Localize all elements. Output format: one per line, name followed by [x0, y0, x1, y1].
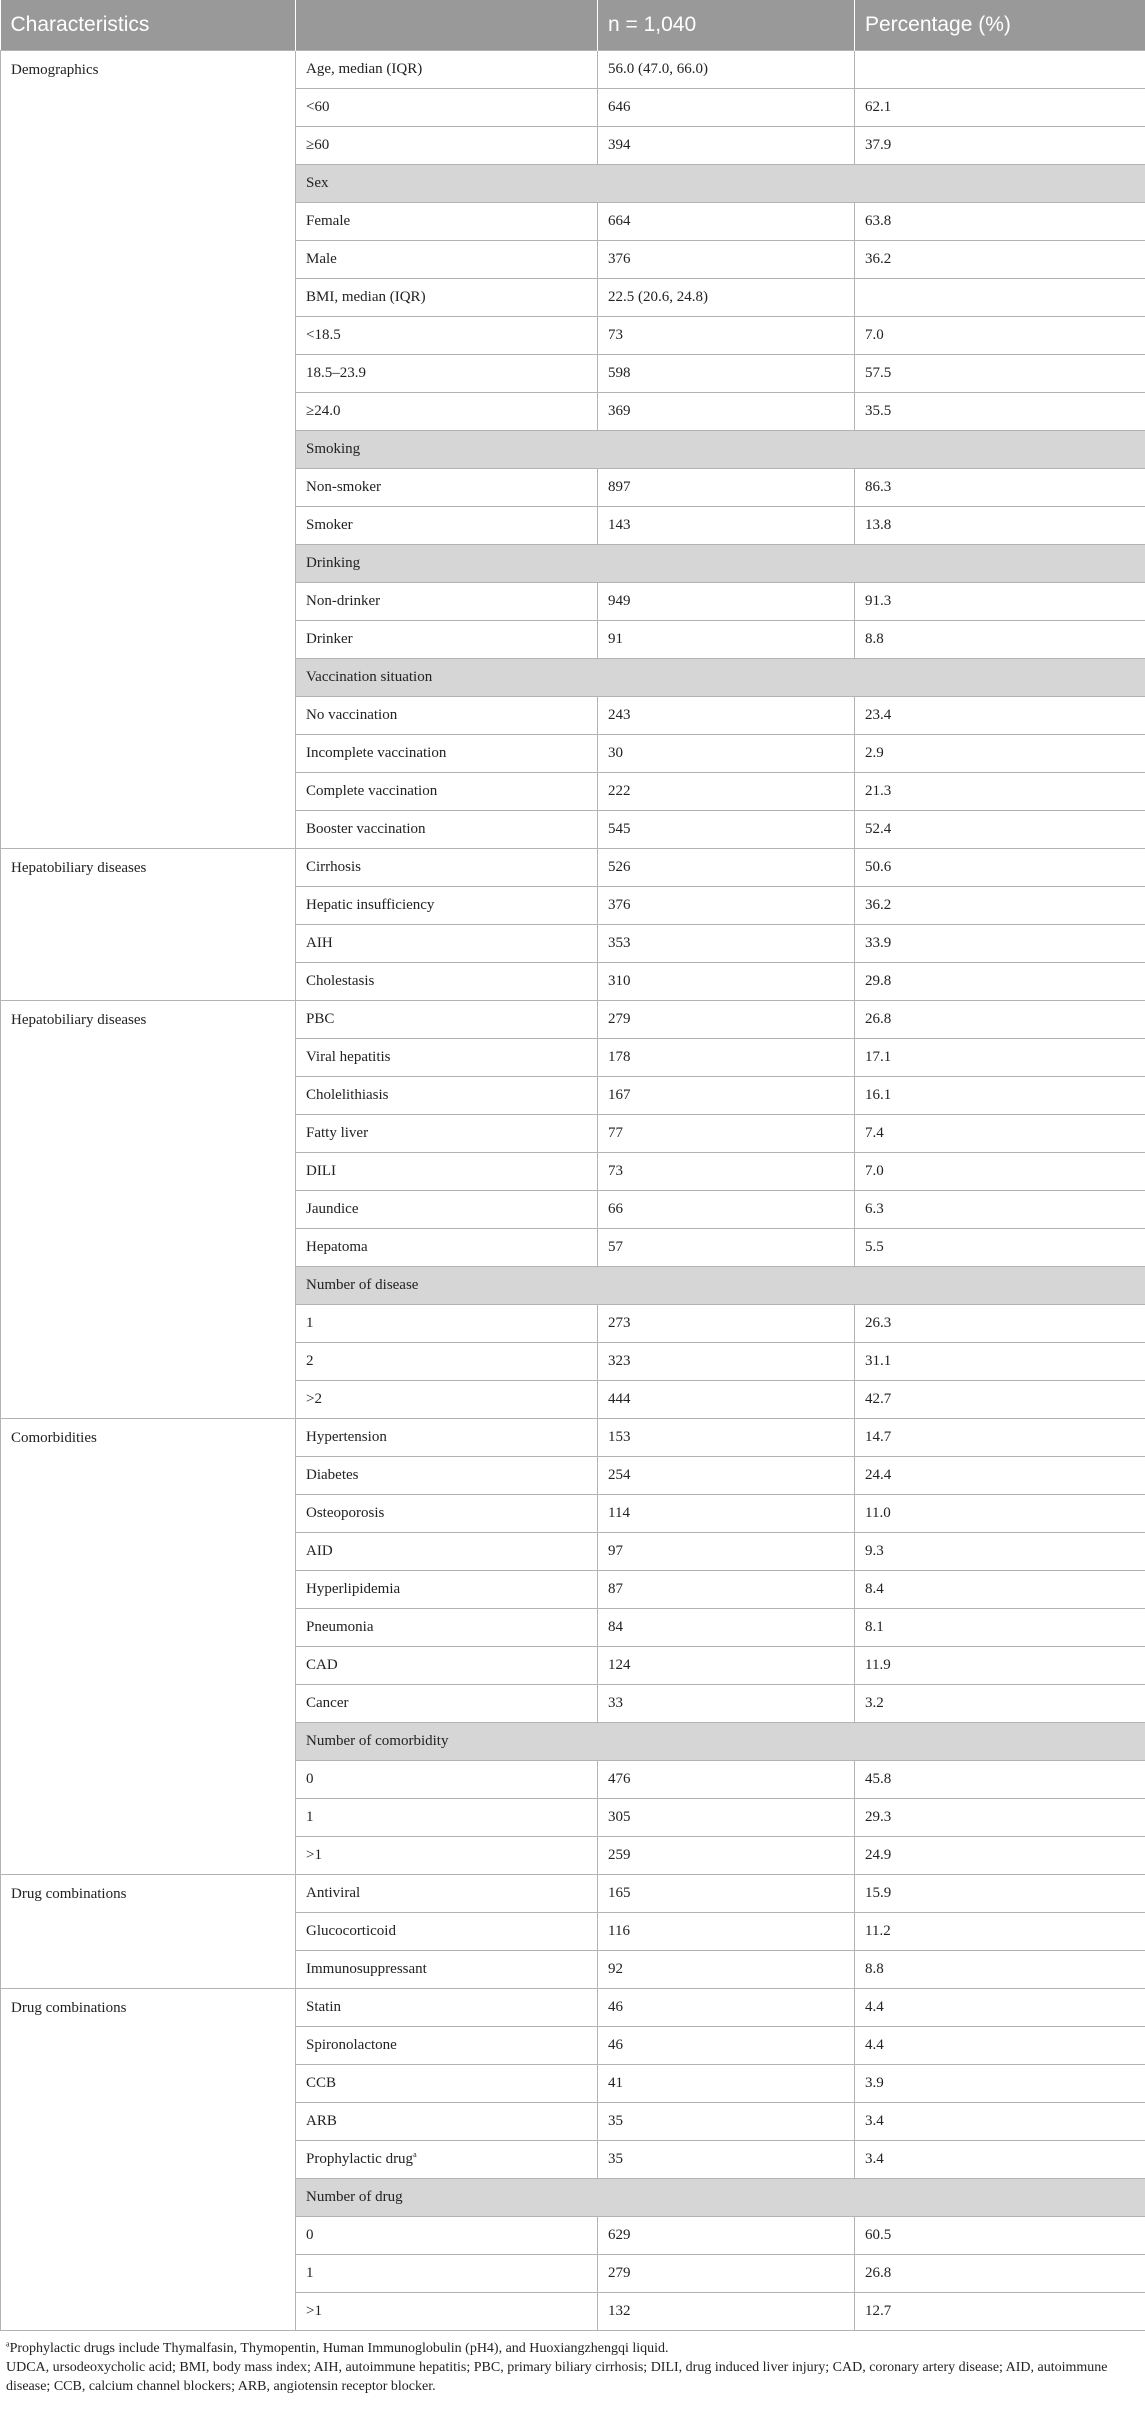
row-percentage: 2.9 [855, 734, 1145, 772]
table-row [1, 1988, 1145, 2026]
row-label: Hepatoma [306, 1238, 368, 1255]
group-label: Drug combinations [1, 1988, 296, 2330]
row-percentage: 45.8 [855, 1760, 1145, 1798]
row-label: Incomplete vaccination [306, 744, 447, 761]
row-label: Hypertension [306, 1428, 387, 1445]
row-count: 310 [598, 962, 855, 1000]
row-label-cell [296, 1532, 598, 1570]
row-label-cell [296, 1380, 598, 1418]
row-label-cell [296, 924, 598, 962]
row-percentage: 14.7 [855, 1418, 1145, 1456]
row-label: Complete vaccination [306, 782, 438, 799]
row-label-cell [296, 810, 598, 848]
subheader-label: Number of comorbidity [296, 1722, 1145, 1760]
row-label: Booster vaccination [306, 820, 426, 837]
row-label-cell [296, 1494, 598, 1532]
row-label: Drinker [306, 630, 353, 647]
row-label-cell [296, 1000, 598, 1038]
row-label: Hepatic insufficiency [306, 896, 435, 913]
row-label-cell [296, 1912, 598, 1950]
row-count: 629 [598, 2216, 855, 2254]
subheader-label: Drinking [296, 544, 1145, 582]
row-percentage: 12.7 [855, 2292, 1145, 2330]
row-count: 259 [598, 1836, 855, 1874]
row-label-cell [296, 1152, 598, 1190]
row-label: Fatty liver [306, 1124, 369, 1141]
row-label-cell [296, 1684, 598, 1722]
table-row [1, 1874, 1145, 1912]
row-label: Glucocorticoid [306, 1922, 396, 1939]
row-percentage: 29.8 [855, 962, 1145, 1000]
row-percentage [855, 278, 1145, 316]
row-count: 646 [598, 88, 855, 126]
row-label: ARB [306, 2112, 337, 2129]
row-percentage: 3.9 [855, 2064, 1145, 2102]
row-label: Male [306, 250, 337, 267]
row-label-cell [296, 2140, 598, 2178]
row-label: Cirrhosis [306, 858, 362, 875]
row-percentage: 26.8 [855, 2254, 1145, 2292]
row-percentage: 11.9 [855, 1646, 1145, 1684]
row-percentage: 35.5 [855, 392, 1145, 430]
row-label-cell [296, 278, 598, 316]
row-label-cell [296, 1836, 598, 1874]
row-label: No vaccination [306, 706, 398, 723]
row-label: <18.5 [306, 326, 341, 343]
row-label-cell [296, 772, 598, 810]
row-label-cell [296, 1342, 598, 1380]
header-count: n = 1,040 [598, 0, 855, 50]
row-count: 22.5 (20.6, 24.8) [598, 278, 855, 316]
row-label-cell [296, 1190, 598, 1228]
row-label: CCB [306, 2074, 337, 2091]
row-count: 273 [598, 1304, 855, 1342]
row-label: Antiviral [306, 1884, 361, 1901]
footnote-marker: a [413, 2150, 417, 2159]
row-label: Age, median (IQR) [306, 60, 423, 77]
group-label: Drug combinations [1, 1874, 296, 1988]
row-label-cell [296, 1418, 598, 1456]
row-percentage: 36.2 [855, 886, 1145, 924]
row-percentage: 4.4 [855, 2026, 1145, 2064]
row-count: 598 [598, 354, 855, 392]
row-count: 132 [598, 2292, 855, 2330]
row-label: Pneumonia [306, 1618, 374, 1635]
row-label: >1 [306, 2302, 322, 2319]
subheader-label: Number of disease [296, 1266, 1145, 1304]
group-label: Demographics [1, 50, 296, 848]
row-label: 2 [306, 1352, 314, 1369]
row-label: 1 [306, 1314, 314, 1331]
subheader-label: Vaccination situation [296, 658, 1145, 696]
row-count: 77 [598, 1114, 855, 1152]
row-label-cell [296, 1570, 598, 1608]
row-count: 369 [598, 392, 855, 430]
row-label: Non-smoker [306, 478, 381, 495]
row-count: 46 [598, 1988, 855, 2026]
footnote-a [6, 2339, 1139, 2358]
row-count: 143 [598, 506, 855, 544]
row-count: 949 [598, 582, 855, 620]
row-label: ≥60 [306, 136, 330, 153]
row-label-cell [296, 1304, 598, 1342]
row-label: 0 [306, 2226, 314, 2243]
row-count: 376 [598, 886, 855, 924]
row-percentage: 91.3 [855, 582, 1145, 620]
row-count: 222 [598, 772, 855, 810]
row-label: CAD [306, 1656, 338, 1673]
row-percentage: 57.5 [855, 354, 1145, 392]
table-footnotes [0, 2331, 1145, 2396]
row-percentage: 24.9 [855, 1836, 1145, 1874]
row-label-cell [296, 1228, 598, 1266]
row-label: Cholestasis [306, 972, 375, 989]
row-count: 124 [598, 1646, 855, 1684]
table-row [1, 1418, 1145, 1456]
row-label-cell [296, 354, 598, 392]
row-percentage: 4.4 [855, 1988, 1145, 2026]
row-percentage: 8.1 [855, 1608, 1145, 1646]
row-percentage: 50.6 [855, 848, 1145, 886]
row-percentage: 33.9 [855, 924, 1145, 962]
row-percentage: 5.5 [855, 1228, 1145, 1266]
row-label: Spironolactone [306, 2036, 397, 2053]
header-characteristics: Characteristics [1, 0, 296, 50]
group-label: Hepatobiliary diseases [1, 1000, 296, 1418]
row-percentage: 8.8 [855, 1950, 1145, 1988]
row-count: 353 [598, 924, 855, 962]
row-count: 87 [598, 1570, 855, 1608]
row-percentage: 11.0 [855, 1494, 1145, 1532]
row-count: 73 [598, 316, 855, 354]
row-count: 526 [598, 848, 855, 886]
row-label: 0 [306, 1770, 314, 1787]
row-label: Cholelithiasis [306, 1086, 389, 1103]
row-label-cell [296, 1038, 598, 1076]
row-count: 73 [598, 1152, 855, 1190]
row-count: 91 [598, 620, 855, 658]
row-count: 545 [598, 810, 855, 848]
row-count: 305 [598, 1798, 855, 1836]
row-label-cell [296, 620, 598, 658]
row-label: <60 [306, 98, 330, 115]
row-count: 30 [598, 734, 855, 772]
row-count: 41 [598, 2064, 855, 2102]
row-percentage: 23.4 [855, 696, 1145, 734]
row-percentage: 15.9 [855, 1874, 1145, 1912]
row-percentage: 86.3 [855, 468, 1145, 506]
row-label-cell [296, 734, 598, 772]
row-label-cell [296, 962, 598, 1000]
row-label-cell [296, 2064, 598, 2102]
row-label: BMI, median (IQR) [306, 288, 426, 305]
row-label-cell [296, 1114, 598, 1152]
row-percentage: 62.1 [855, 88, 1145, 126]
row-label-cell [296, 88, 598, 126]
table-row [1, 1000, 1145, 1038]
row-label-cell [296, 468, 598, 506]
row-count: 92 [598, 1950, 855, 1988]
row-label-cell [296, 1988, 598, 2026]
subheader-label: Sex [296, 164, 1145, 202]
row-label-cell [296, 506, 598, 544]
row-label: Cancer [306, 1694, 349, 1711]
row-label: Non-drinker [306, 592, 381, 609]
row-count: 167 [598, 1076, 855, 1114]
row-label-cell [296, 2026, 598, 2064]
row-label-cell [296, 2216, 598, 2254]
footnote-a-marker: a [6, 2338, 10, 2348]
footnote-abbreviations: UDCA, ursodeoxycholic acid; BMI, body mass index; AIH, autoimmune hepatitis; PBC, primary biliary cirrhosis; DILI, drug induced liver injury; CAD, coronary artery disease; AID, autoimmune disease; CCB, calcium channel blockers; ARB, angiotensin receptor blocker. [6, 2359, 1108, 2394]
row-count: 323 [598, 1342, 855, 1380]
row-percentage: 8.8 [855, 620, 1145, 658]
row-percentage: 3.4 [855, 2102, 1145, 2140]
row-label: AID [306, 1542, 333, 1559]
row-label-cell [296, 126, 598, 164]
row-count: 46 [598, 2026, 855, 2064]
header-percentage: Percentage (%) [855, 0, 1145, 50]
row-label: >2 [306, 1390, 322, 1407]
row-count: 114 [598, 1494, 855, 1532]
row-count: 66 [598, 1190, 855, 1228]
header-subcategory [296, 0, 598, 50]
row-count: 376 [598, 240, 855, 278]
row-percentage: 26.8 [855, 1000, 1145, 1038]
row-label-cell [296, 1646, 598, 1684]
row-label-cell [296, 2102, 598, 2140]
row-count: 84 [598, 1608, 855, 1646]
row-label-cell [296, 202, 598, 240]
row-count: 116 [598, 1912, 855, 1950]
row-label: Prophylactic drug [306, 2151, 414, 2167]
row-count: 664 [598, 202, 855, 240]
row-label-cell [296, 50, 598, 88]
row-label: Immunosuppressant [306, 1960, 427, 1977]
row-label-cell [296, 240, 598, 278]
row-count: 35 [598, 2140, 855, 2178]
row-label: Diabetes [306, 1466, 359, 1483]
row-percentage: 26.3 [855, 1304, 1145, 1342]
row-label-cell [296, 886, 598, 924]
table-header-row [1, 0, 1145, 50]
row-label: Viral hepatitis [306, 1048, 391, 1065]
row-label-cell [296, 1874, 598, 1912]
row-count: 56.0 (47.0, 66.0) [598, 50, 855, 88]
row-label-cell [296, 1608, 598, 1646]
subheader-label: Number of drug [296, 2178, 1145, 2216]
row-count: 394 [598, 126, 855, 164]
group-label: Comorbidities [1, 1418, 296, 1874]
row-count: 254 [598, 1456, 855, 1494]
row-percentage: 11.2 [855, 1912, 1145, 1950]
row-label: DILI [306, 1162, 336, 1179]
row-count: 279 [598, 1000, 855, 1038]
row-percentage: 63.8 [855, 202, 1145, 240]
row-count: 279 [598, 2254, 855, 2292]
row-percentage: 60.5 [855, 2216, 1145, 2254]
row-count: 444 [598, 1380, 855, 1418]
row-percentage: 7.0 [855, 316, 1145, 354]
row-count: 35 [598, 2102, 855, 2140]
row-percentage: 52.4 [855, 810, 1145, 848]
row-label-cell [296, 1456, 598, 1494]
row-label-cell [296, 848, 598, 886]
row-count: 153 [598, 1418, 855, 1456]
row-label: PBC [306, 1010, 335, 1027]
row-percentage: 16.1 [855, 1076, 1145, 1114]
row-count: 243 [598, 696, 855, 734]
row-label: 1 [306, 2264, 314, 2281]
row-percentage: 3.2 [855, 1684, 1145, 1722]
row-percentage: 3.4 [855, 2140, 1145, 2178]
row-label: >1 [306, 1846, 322, 1863]
row-label: Smoker [306, 516, 353, 533]
row-label: Osteoporosis [306, 1504, 385, 1521]
row-label: 18.5–23.9 [306, 364, 366, 381]
row-count: 476 [598, 1760, 855, 1798]
row-percentage: 8.4 [855, 1570, 1145, 1608]
row-count: 178 [598, 1038, 855, 1076]
table-row [1, 848, 1145, 886]
row-percentage: 6.3 [855, 1190, 1145, 1228]
row-count: 97 [598, 1532, 855, 1570]
row-count: 165 [598, 1874, 855, 1912]
row-percentage: 42.7 [855, 1380, 1145, 1418]
table-row [1, 50, 1145, 88]
row-percentage: 36.2 [855, 240, 1145, 278]
row-label-cell [296, 1076, 598, 1114]
row-label-cell [296, 696, 598, 734]
row-label-cell [296, 1760, 598, 1798]
row-percentage: 7.0 [855, 1152, 1145, 1190]
row-count: 57 [598, 1228, 855, 1266]
row-label: Female [306, 212, 351, 229]
row-percentage: 7.4 [855, 1114, 1145, 1152]
row-percentage: 9.3 [855, 1532, 1145, 1570]
row-count: 33 [598, 1684, 855, 1722]
row-percentage: 37.9 [855, 126, 1145, 164]
row-percentage: 24.4 [855, 1456, 1145, 1494]
row-label: AIH [306, 934, 333, 951]
row-label: ≥24.0 [306, 402, 341, 419]
row-percentage: 13.8 [855, 506, 1145, 544]
table-body [1, 50, 1145, 2330]
row-percentage [855, 50, 1145, 88]
row-count: 897 [598, 468, 855, 506]
row-label: Hyperlipidemia [306, 1580, 401, 1597]
row-percentage: 29.3 [855, 1798, 1145, 1836]
row-label-cell [296, 2292, 598, 2330]
group-label: Hepatobiliary diseases [1, 848, 296, 1000]
row-percentage: 31.1 [855, 1342, 1145, 1380]
row-percentage: 17.1 [855, 1038, 1145, 1076]
row-label-cell [296, 316, 598, 354]
row-label-cell [296, 1950, 598, 1988]
row-label-cell [296, 392, 598, 430]
row-percentage: 21.3 [855, 772, 1145, 810]
subheader-label: Smoking [296, 430, 1145, 468]
row-label: Statin [306, 1998, 342, 2015]
row-label-cell [296, 582, 598, 620]
row-label: 1 [306, 1808, 314, 1825]
row-label: Jaundice [306, 1200, 359, 1217]
footnote-a-text: Prophylactic drugs include Thymalfasin, Thymopentin, Human Immunoglobulin (pH4), and Huoxiangzhengqi liquid. [9, 2340, 669, 2356]
row-label-cell [296, 2254, 598, 2292]
row-label-cell [296, 1798, 598, 1836]
